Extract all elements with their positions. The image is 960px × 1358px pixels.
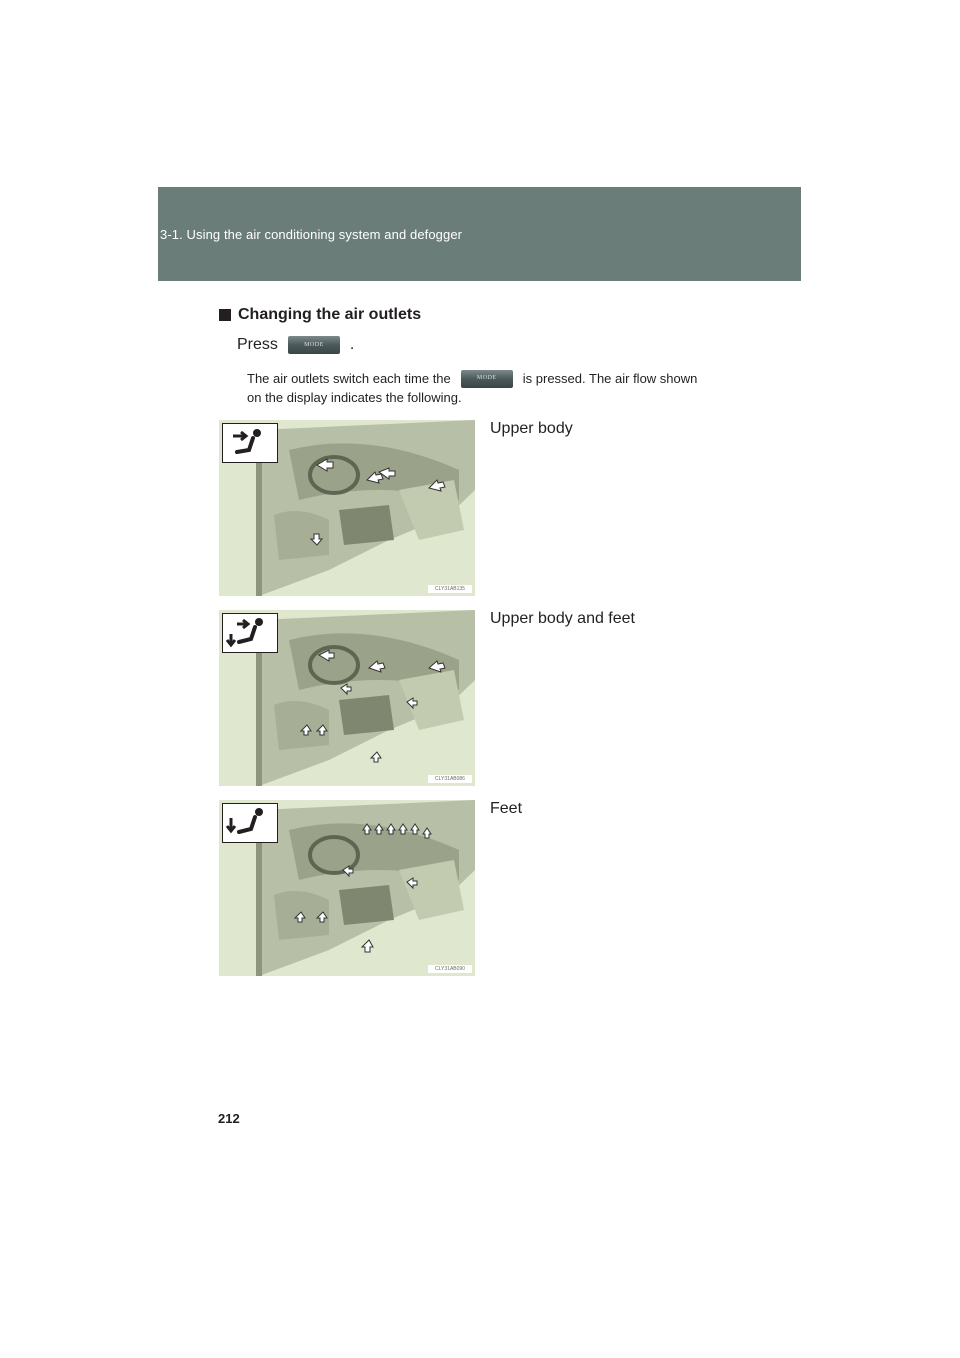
subsection-title: Changing the air outlets xyxy=(238,306,422,323)
press-instruction xyxy=(237,336,354,354)
upper-body-mode-icon xyxy=(222,423,278,463)
description-paragraph xyxy=(247,369,767,407)
mode-button-image: MODE xyxy=(288,336,340,354)
press-suffix: . xyxy=(349,336,355,353)
section-title: 3-1. Using the air conditioning system and defogger xyxy=(160,227,463,242)
press-prefix: Press xyxy=(237,336,278,353)
mode-button-image: MODE xyxy=(461,370,513,388)
figure-code: CLY31AB090 xyxy=(428,965,472,973)
figure-code: CLY31AB135 xyxy=(428,585,472,593)
upper-body-and-feet-illustration xyxy=(219,610,475,786)
bullet-square-icon xyxy=(219,309,231,321)
upper-body-illustration xyxy=(219,420,475,596)
feet-mode-icon xyxy=(222,803,278,843)
description-line2: on the display indicates the following. xyxy=(247,390,462,405)
description-part2: is pressed. The air flow shown xyxy=(522,371,698,386)
section-header-band xyxy=(158,187,801,281)
mode-label-upper-body: Upper body xyxy=(490,420,573,437)
page-number: 212 xyxy=(218,1111,240,1126)
upper-body-and-feet-mode-icon xyxy=(222,613,278,653)
feet-illustration xyxy=(219,800,475,976)
figure-code: CLY31AB086 xyxy=(428,775,472,783)
description-part1: The air outlets switch each time the xyxy=(247,371,451,386)
mode-label-upper-body-and-feet: Upper body and feet xyxy=(490,610,635,627)
mode-label-feet: Feet xyxy=(490,800,523,817)
subsection-heading xyxy=(219,306,421,324)
